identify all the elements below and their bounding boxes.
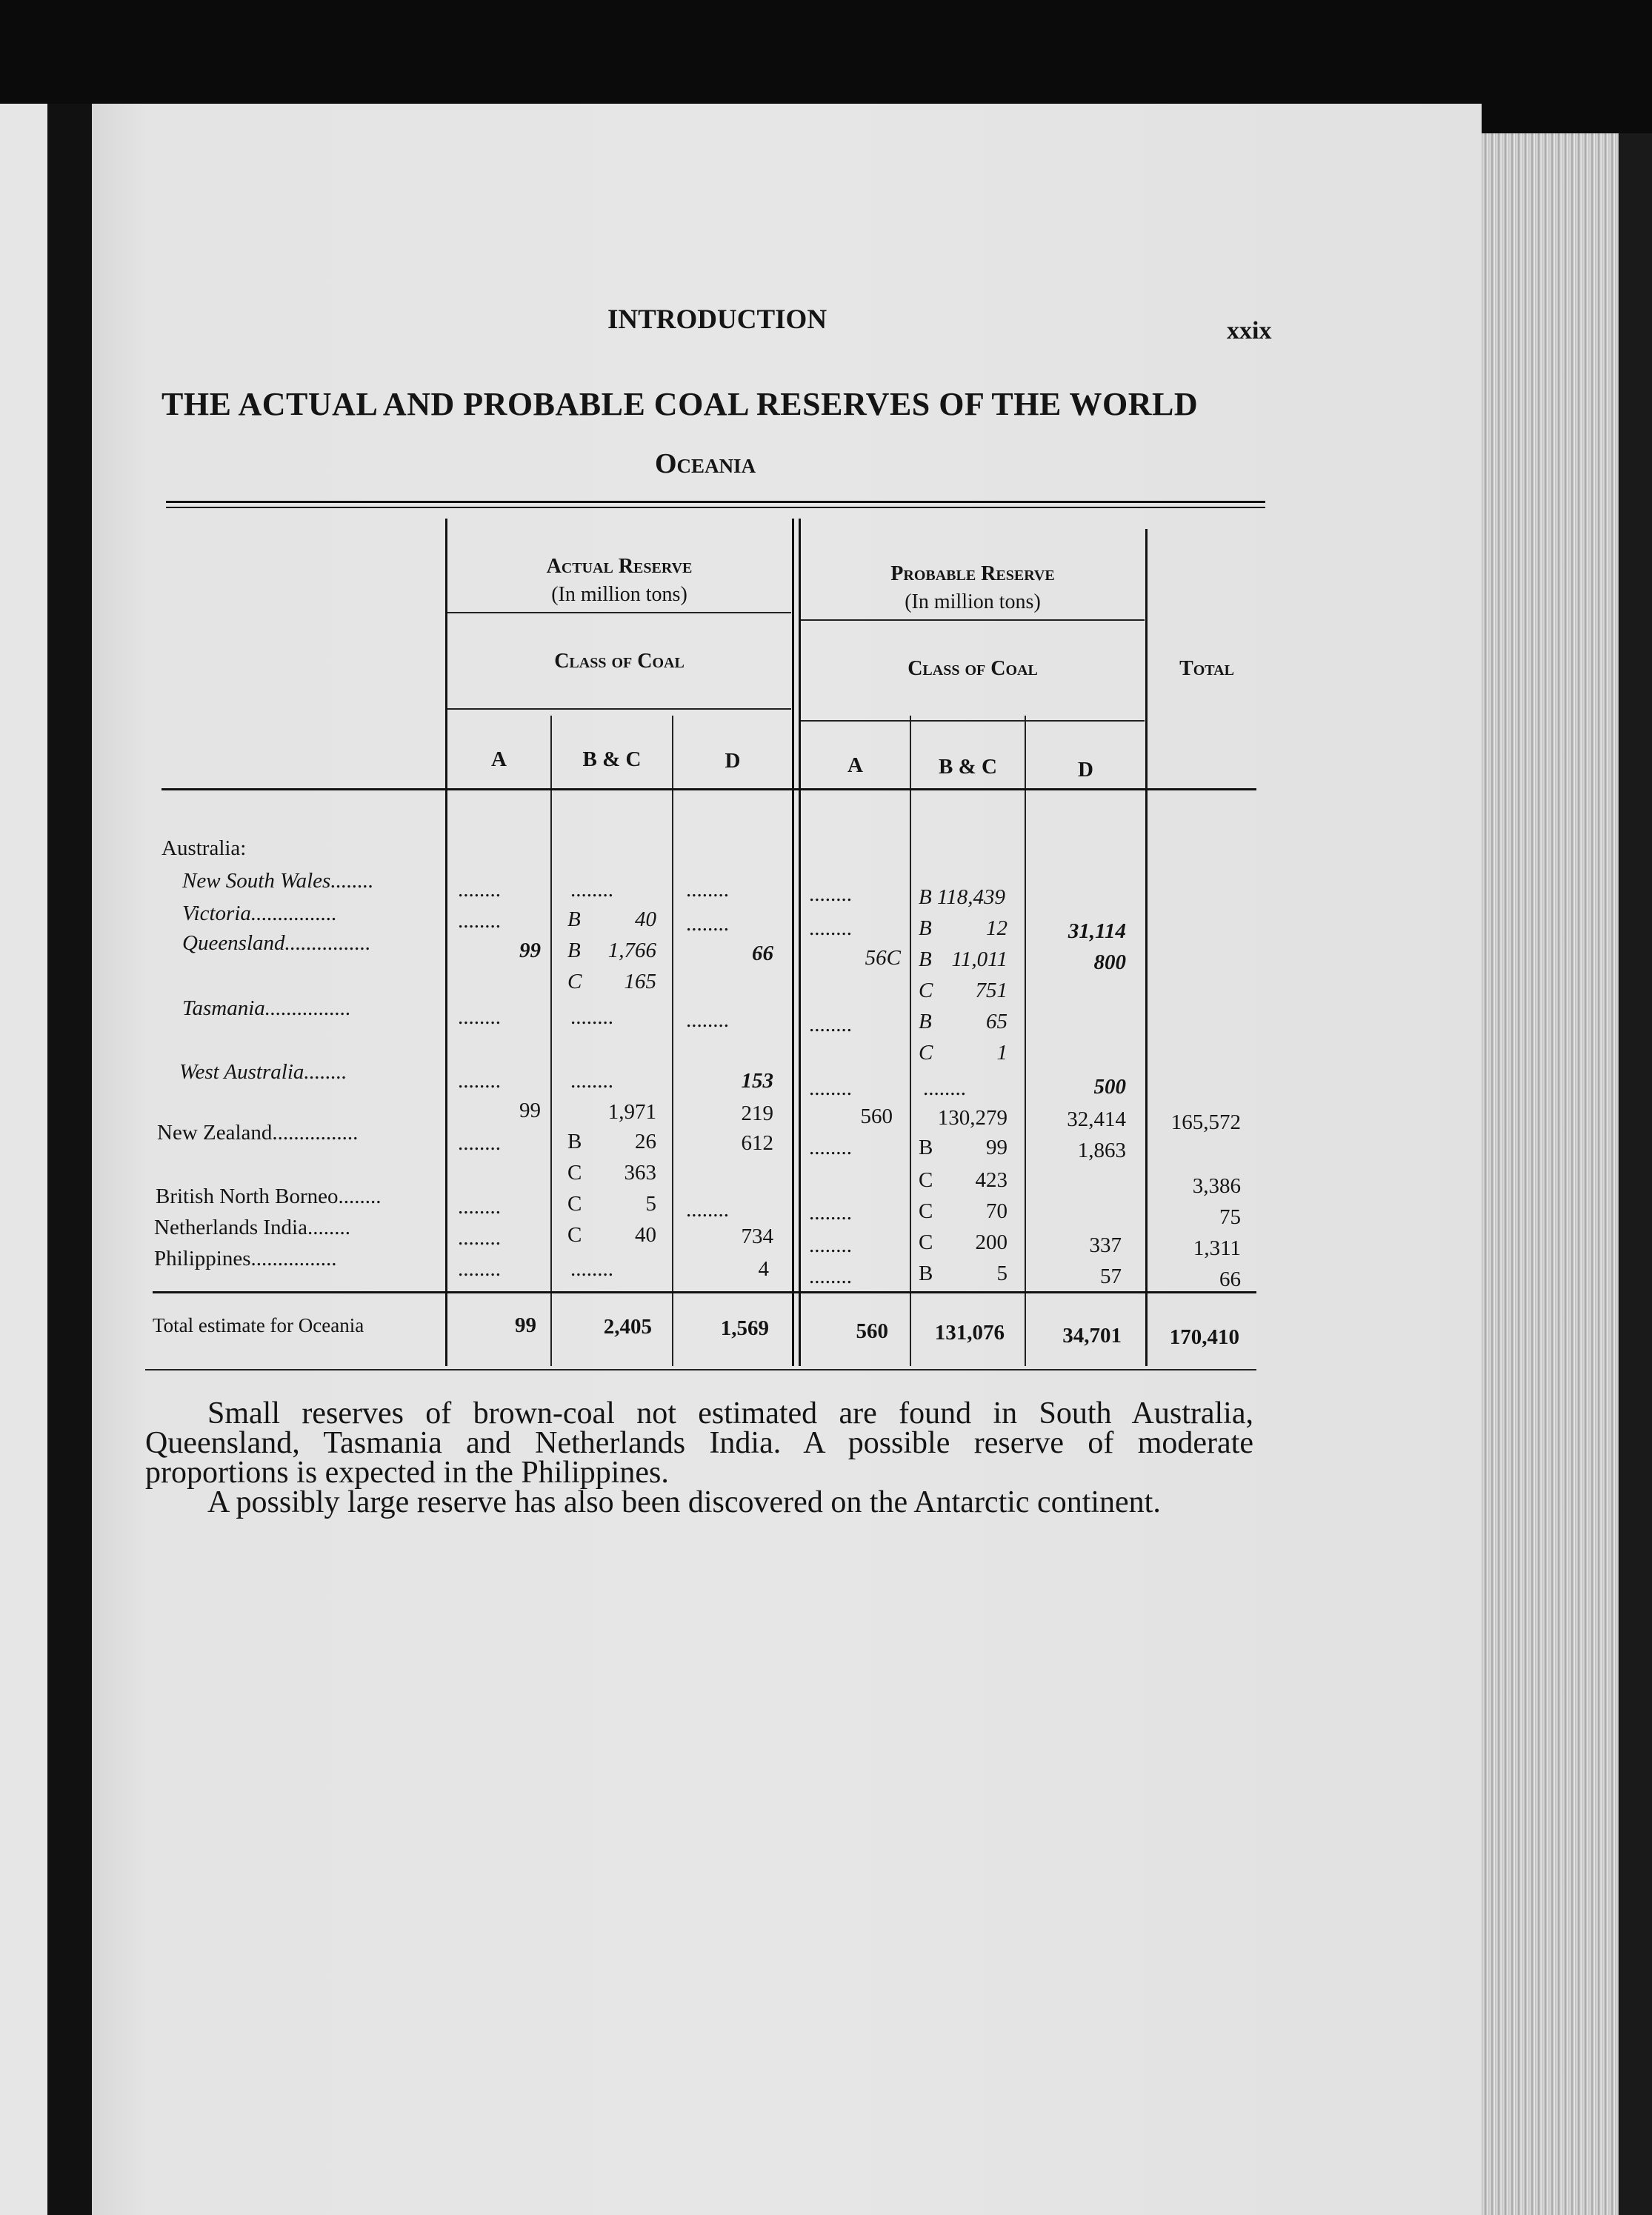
empty-cell: ........ bbox=[458, 1195, 501, 1219]
cell-value: 11,011 bbox=[951, 947, 1007, 971]
vline-prob-a-bc bbox=[910, 716, 911, 1366]
rule-header-bottom bbox=[161, 788, 1256, 790]
cell-total: 131,076 bbox=[934, 1321, 1005, 1345]
cell-value: 66 bbox=[1219, 1268, 1241, 1291]
paragraph: A possibly large reserve has also been discovered on the Antarctic continent. bbox=[207, 1485, 1161, 1519]
row-label-west-australia: West Australia........ bbox=[179, 1060, 347, 1084]
empty-cell: ........ bbox=[458, 909, 501, 933]
table-title: THE ACTUAL AND PROBABLE COAL RESERVES OF THE WORLD bbox=[161, 386, 1199, 422]
cell-value: 4 bbox=[758, 1257, 769, 1281]
cell-value: 5 bbox=[996, 1262, 1007, 1285]
cell-value: 32,414 bbox=[1067, 1108, 1126, 1131]
row-label-netherlands-india: Netherlands India........ bbox=[154, 1216, 350, 1239]
class-letter: C bbox=[919, 1230, 933, 1254]
empty-cell: ........ bbox=[686, 1198, 729, 1222]
row-label-victoria: Victoria................ bbox=[182, 902, 337, 925]
class-letter: C bbox=[567, 1161, 582, 1185]
empty-cell: ........ bbox=[570, 1005, 613, 1029]
cell-value: 70 bbox=[986, 1199, 1007, 1223]
class-letter: B bbox=[567, 907, 581, 931]
cell-value: 560 bbox=[860, 1105, 893, 1128]
empty-cell: ........ bbox=[458, 878, 501, 902]
empty-cell: ........ bbox=[458, 1005, 501, 1029]
left-page-edge bbox=[0, 104, 47, 2215]
cell-value: 99 bbox=[519, 939, 541, 962]
rule-table-bottom bbox=[145, 1369, 1256, 1370]
cell-value: 751 bbox=[975, 979, 1007, 1002]
cell-value: 5 bbox=[645, 1192, 656, 1216]
cell-value: 26 bbox=[635, 1130, 656, 1153]
empty-cell: ........ bbox=[570, 1069, 613, 1093]
cell-value: 1,311 bbox=[1193, 1236, 1241, 1260]
cell-value: 99 bbox=[986, 1136, 1007, 1159]
row-label-australia: Australia: bbox=[161, 836, 247, 860]
class-letter: C bbox=[919, 979, 933, 1002]
empty-cell: ........ bbox=[809, 916, 852, 940]
page-number: xxix bbox=[1227, 317, 1272, 344]
class-letter: B bbox=[919, 1010, 932, 1033]
cell-value: 165,572 bbox=[1170, 1110, 1241, 1134]
vline-actual-probable-1 bbox=[792, 519, 794, 1366]
cell-value: B 118,439 bbox=[919, 885, 1006, 909]
total-header: Total bbox=[1179, 657, 1234, 680]
empty-cell: ........ bbox=[458, 1257, 501, 1281]
actual-d-header: D bbox=[725, 749, 741, 773]
empty-cell: ........ bbox=[458, 1069, 501, 1093]
rule-actual-class bbox=[447, 708, 791, 710]
body-text bbox=[145, 1396, 1253, 1519]
cell-value: 66 bbox=[752, 942, 773, 965]
cell-total: 1,569 bbox=[720, 1316, 769, 1340]
paragraph: Small reserves of brown-coal not estimated are found in South Australia, Queensland, Tasmania and Netherlands India. A possible reserve of moderate proportions is expected in the Philippines. bbox=[145, 1396, 1253, 1490]
cell-total: 560 bbox=[856, 1319, 888, 1343]
empty-cell: ........ bbox=[686, 1008, 729, 1032]
actual-a-header: A bbox=[491, 747, 507, 771]
book-binding bbox=[47, 104, 92, 2215]
vline-actual-probable-2 bbox=[799, 519, 801, 1366]
row-label-nsw: New South Wales........ bbox=[182, 869, 374, 893]
row-label-new-zealand: New Zealand................ bbox=[157, 1121, 359, 1145]
cell-value: 734 bbox=[741, 1225, 773, 1248]
class-letter: B bbox=[567, 939, 581, 962]
cell-value: 423 bbox=[975, 1168, 1007, 1192]
probable-a-header: A bbox=[847, 753, 863, 777]
cell-value: 31,114 bbox=[1068, 919, 1126, 943]
cell-value: 153 bbox=[741, 1069, 773, 1093]
empty-cell: ........ bbox=[809, 1013, 852, 1036]
cell-value: 500 bbox=[1093, 1075, 1126, 1099]
probable-d-header: D bbox=[1078, 758, 1093, 782]
empty-cell: ........ bbox=[570, 1257, 613, 1281]
cell-value: 3,386 bbox=[1192, 1174, 1241, 1198]
empty-cell: ........ bbox=[458, 1131, 501, 1155]
cell-value: 219 bbox=[741, 1102, 773, 1125]
actual-unit: (In million tons) bbox=[551, 583, 687, 606]
class-letter: B bbox=[919, 916, 932, 940]
cell-value: 200 bbox=[975, 1230, 1007, 1254]
rule-top-1 bbox=[166, 501, 1265, 503]
rule-probable-class bbox=[801, 720, 1145, 722]
region-title: Oceania bbox=[655, 448, 756, 479]
cell-total: 99 bbox=[515, 1313, 536, 1337]
rule-total-top bbox=[153, 1291, 1256, 1293]
class-letter: B bbox=[919, 947, 932, 971]
probable-reserve-header: Probable Reserve bbox=[890, 562, 1055, 585]
page-stack-edges bbox=[1482, 133, 1630, 2215]
actual-reserve-header: Actual Reserve bbox=[546, 555, 693, 578]
cell-value: 1,766 bbox=[607, 939, 656, 962]
cell-value: 130,279 bbox=[937, 1106, 1007, 1130]
rule-top-2 bbox=[166, 507, 1265, 508]
cell-total: 34,701 bbox=[1062, 1324, 1122, 1348]
probable-unit: (In million tons) bbox=[905, 590, 1041, 613]
row-label-borneo: British North Borneo........ bbox=[156, 1185, 382, 1208]
empty-cell: ........ bbox=[809, 1233, 852, 1257]
row-label-philippines: Philippines................ bbox=[154, 1247, 337, 1270]
empty-cell: ........ bbox=[809, 1265, 852, 1288]
class-letter: C bbox=[919, 1168, 933, 1192]
cell-value: 56C bbox=[865, 946, 901, 970]
running-title: INTRODUCTION bbox=[607, 304, 827, 335]
vline-act-bc-d bbox=[672, 716, 673, 1366]
empty-cell: ........ bbox=[809, 882, 852, 906]
cell-value: 65 bbox=[986, 1010, 1007, 1033]
empty-cell: ........ bbox=[686, 878, 729, 902]
empty-cell: ........ bbox=[809, 1076, 852, 1100]
empty-cell: ........ bbox=[809, 1201, 852, 1225]
class-letter: C bbox=[567, 970, 582, 993]
empty-cell: ........ bbox=[458, 1226, 501, 1250]
row-label-tasmania: Tasmania................ bbox=[182, 996, 351, 1020]
class-letter: C bbox=[567, 1223, 582, 1247]
probable-bc-header: B & C bbox=[939, 755, 997, 779]
cell-value: 75 bbox=[1219, 1205, 1241, 1229]
empty-cell: ........ bbox=[923, 1076, 966, 1100]
cell-value: 99 bbox=[519, 1099, 541, 1122]
actual-bc-header: B & C bbox=[582, 747, 642, 771]
cell-value: 12 bbox=[986, 916, 1007, 940]
cell-value: 363 bbox=[624, 1161, 656, 1185]
cell-value: 40 bbox=[635, 907, 656, 931]
cell-value: 1,971 bbox=[607, 1100, 656, 1124]
cell-value: 337 bbox=[1089, 1233, 1122, 1257]
vline-prob-bc-d bbox=[1025, 716, 1026, 1366]
class-letter: B bbox=[919, 1262, 933, 1285]
class-letter: C bbox=[919, 1041, 933, 1065]
row-label-total: Total estimate for Oceania bbox=[153, 1314, 364, 1336]
row-label-queensland: Queensland................ bbox=[182, 931, 371, 955]
cell-value: 1,863 bbox=[1077, 1139, 1126, 1162]
class-letter: C bbox=[919, 1199, 933, 1223]
class-letter: B bbox=[567, 1130, 582, 1153]
cell-value: 1 bbox=[996, 1041, 1007, 1065]
rule-probable-sub bbox=[801, 619, 1145, 621]
vline-act-a-bc bbox=[550, 716, 552, 1366]
empty-cell: ........ bbox=[809, 1136, 852, 1159]
cell-value: 40 bbox=[635, 1223, 656, 1247]
cell-value: 800 bbox=[1093, 950, 1126, 974]
cell-value: 612 bbox=[741, 1131, 773, 1155]
rule-actual-sub bbox=[447, 612, 791, 613]
empty-cell: ........ bbox=[686, 912, 729, 936]
class-letter: C bbox=[567, 1192, 582, 1216]
edge-shadow bbox=[1619, 133, 1652, 2215]
cell-value: 57 bbox=[1100, 1265, 1122, 1288]
empty-cell: ........ bbox=[570, 878, 613, 902]
cell-total: 170,410 bbox=[1169, 1325, 1239, 1349]
probable-class-header: Class of Coal bbox=[907, 657, 1038, 680]
cell-total: 2,405 bbox=[603, 1315, 652, 1339]
actual-class-header: Class of Coal bbox=[554, 650, 685, 673]
cell-value: 165 bbox=[624, 970, 656, 993]
class-letter: B bbox=[919, 1136, 933, 1159]
